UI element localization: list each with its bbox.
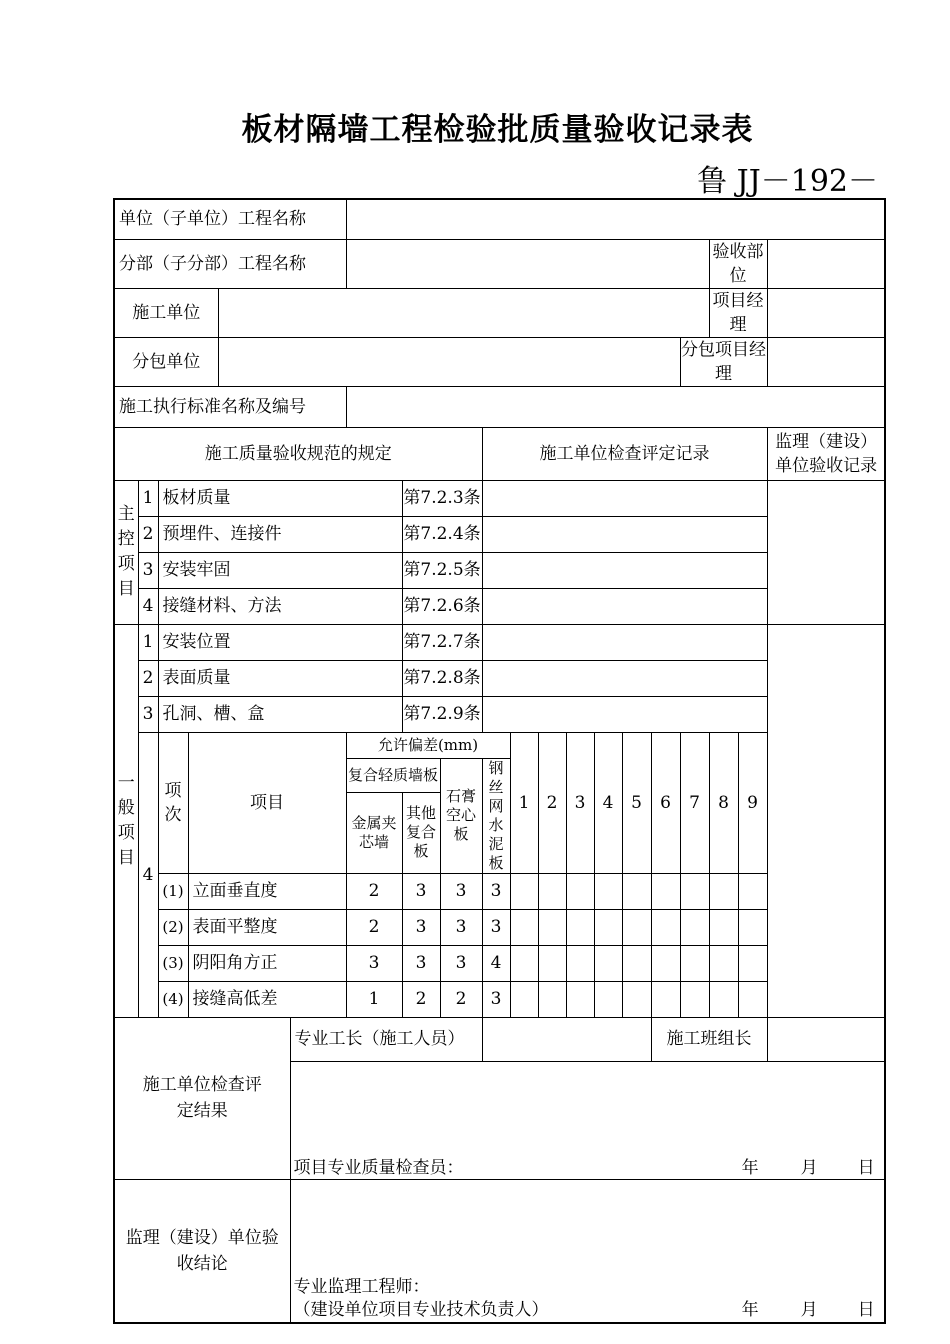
point-header: 2	[538, 732, 566, 873]
other-board-header: 其他复合板	[402, 793, 440, 873]
general-item-record[interactable]	[482, 624, 767, 660]
project-manager-value[interactable]	[767, 288, 885, 337]
row-value: 3	[482, 909, 510, 945]
main-item-record[interactable]	[482, 552, 767, 588]
point-cell[interactable]	[538, 873, 566, 909]
construction-unit-value[interactable]	[218, 288, 709, 337]
inspection-record-table	[113, 198, 886, 1324]
sub-project-value[interactable]	[346, 239, 709, 288]
inspection-part-value[interactable]	[767, 239, 885, 288]
day-label: 日	[857, 1299, 875, 1320]
form-code: 鲁 JJ－192－	[697, 164, 878, 199]
point-cell[interactable]	[651, 873, 680, 909]
point-cell[interactable]	[510, 945, 538, 981]
row-value: 2	[440, 981, 482, 1017]
team-leader-value[interactable]	[767, 1017, 885, 1061]
month-label: 月	[800, 1299, 818, 1320]
subcontract-unit-label: 分包单位	[114, 337, 218, 386]
main-item-no: 2	[138, 516, 158, 552]
inspector-label: 项目专业质量检查员：	[293, 1157, 464, 1178]
general-item-record[interactable]	[482, 696, 767, 732]
point-cell[interactable]	[738, 873, 767, 909]
row-value: 3	[482, 981, 510, 1017]
foreman-value[interactable]	[482, 1017, 651, 1061]
row-value: 3	[346, 945, 402, 981]
point-cell[interactable]	[680, 981, 709, 1017]
point-cell[interactable]	[622, 873, 651, 909]
main-item-record[interactable]	[482, 480, 767, 516]
main-item-clause: 第7.2.5条	[402, 552, 482, 588]
main-item-no: 3	[138, 552, 158, 588]
main-item-record[interactable]	[482, 516, 767, 552]
team-leader-label: 施工班组长	[651, 1017, 767, 1061]
general-supervision[interactable]	[767, 624, 885, 1017]
row-value: 1	[346, 981, 402, 1017]
subcontract-manager-label: 分包项目经理	[680, 337, 767, 386]
row-value: 3	[402, 909, 440, 945]
construction-result-area[interactable]	[290, 1061, 885, 1179]
unit-project-value[interactable]	[346, 199, 885, 239]
gypsum-board-header: 石膏空心板	[440, 758, 482, 873]
row-value: 4	[482, 945, 510, 981]
supervision-date	[742, 1298, 875, 1322]
point-cell[interactable]	[622, 909, 651, 945]
row-value: 3	[440, 873, 482, 909]
main-item-clause: 第7.2.4条	[402, 516, 482, 552]
row-value: 2	[402, 981, 440, 1017]
point-cell[interactable]	[510, 981, 538, 1017]
row-seq: (1)	[158, 873, 188, 909]
foreman-label: 专业工长（施工人员）	[290, 1017, 482, 1061]
point-header: 3	[566, 732, 594, 873]
point-cell[interactable]	[651, 945, 680, 981]
point-cell[interactable]	[738, 981, 767, 1017]
general-item-clause: 第7.2.9条	[402, 696, 482, 732]
subcontract-unit-value[interactable]	[218, 337, 680, 386]
main-item-clause: 第7.2.3条	[402, 480, 482, 516]
row-seq: (4)	[158, 981, 188, 1017]
row-value: 3	[402, 945, 440, 981]
main-item-record[interactable]	[482, 588, 767, 624]
point-cell[interactable]	[510, 873, 538, 909]
point-cell[interactable]	[538, 981, 566, 1017]
row-value: 2	[346, 909, 402, 945]
row-value: 3	[482, 873, 510, 909]
page-title: 板材隔墙工程检验批质量验收记录表	[241, 112, 754, 148]
point-header: 5	[622, 732, 651, 873]
point-cell[interactable]	[709, 909, 738, 945]
general-item-name: 安装位置	[158, 624, 402, 660]
row-seq: (3)	[158, 945, 188, 981]
general-item-clause: 第7.2.8条	[402, 660, 482, 696]
day-label: 日	[857, 1157, 875, 1178]
sub-project-label: 分部（子分部）工程名称	[114, 239, 346, 288]
main-item-name: 板材质量	[158, 480, 402, 516]
point-cell[interactable]	[566, 945, 594, 981]
main-control-label: 主控项目	[114, 480, 138, 624]
general-item-no: 2	[138, 660, 158, 696]
row-name: 阴阳角方正	[188, 945, 346, 981]
construction-unit-label: 施工单位	[114, 288, 218, 337]
unit-project-label: 单位（子单位）工程名称	[114, 199, 346, 239]
point-cell[interactable]	[566, 873, 594, 909]
general-item-no: 1	[138, 624, 158, 660]
point-cell[interactable]	[622, 945, 651, 981]
spec-column-header: 施工质量验收规范的规定	[114, 427, 482, 480]
standard-value[interactable]	[346, 386, 885, 427]
construction-date	[742, 1156, 875, 1180]
point-cell[interactable]	[680, 873, 709, 909]
general-item-name: 表面质量	[158, 660, 402, 696]
point-cell[interactable]	[738, 945, 767, 981]
supervision-result-label	[114, 1179, 290, 1323]
main-item-no: 4	[138, 588, 158, 624]
point-cell[interactable]	[709, 873, 738, 909]
subcontract-manager-value[interactable]	[767, 337, 885, 386]
point-cell[interactable]	[680, 945, 709, 981]
deviation-item-no: 4	[138, 732, 158, 1017]
point-cell[interactable]	[538, 909, 566, 945]
main-item-name: 安装牢固	[158, 552, 402, 588]
row-name: 立面垂直度	[188, 873, 346, 909]
supervision-result-text: 监理（建设）单位验收结论	[125, 1227, 279, 1274]
year-label: 年	[741, 1299, 759, 1320]
general-item-no: 3	[138, 696, 158, 732]
inspection-part-label: 验收部位	[709, 239, 767, 288]
allowed-deviation-header: 允许偏差(mm)	[346, 732, 510, 758]
row-value: 3	[440, 909, 482, 945]
point-cell[interactable]	[594, 873, 622, 909]
row-name: 接缝高低差	[188, 981, 346, 1017]
general-label: 一般项目	[114, 624, 138, 1017]
month-label: 月	[800, 1157, 818, 1178]
general-item-record[interactable]	[482, 660, 767, 696]
point-cell[interactable]	[538, 945, 566, 981]
point-cell[interactable]	[709, 981, 738, 1017]
composite-board-header: 复合轻质墙板	[346, 758, 440, 793]
point-cell[interactable]	[594, 945, 622, 981]
point-header: 9	[738, 732, 767, 873]
main-item-clause: 第7.2.6条	[402, 588, 482, 624]
point-cell[interactable]	[651, 909, 680, 945]
main-item-name: 接缝材料、方法	[158, 588, 402, 624]
owner-label: （建设单位项目专业技术负责人）	[293, 1299, 549, 1320]
supervision-column-header: 监理（建设）单位验收记录	[767, 427, 885, 480]
construction-result-text: 施工单位检查评定结果	[142, 1075, 262, 1121]
point-header: 6	[651, 732, 680, 873]
point-header: 7	[680, 732, 709, 873]
row-seq: (2)	[158, 909, 188, 945]
general-item-clause: 第7.2.7条	[402, 624, 482, 660]
row-name: 表面平整度	[188, 909, 346, 945]
point-cell[interactable]	[566, 909, 594, 945]
point-cell[interactable]	[651, 981, 680, 1017]
row-value: 2	[346, 873, 402, 909]
main-item-no: 1	[138, 480, 158, 516]
point-cell[interactable]	[738, 909, 767, 945]
supervision-result-area[interactable]	[290, 1179, 885, 1323]
metal-board-header: 金属夹芯墙	[346, 793, 402, 873]
point-cell[interactable]	[510, 909, 538, 945]
standard-label: 施工执行标准名称及编号	[114, 386, 346, 427]
point-header: 4	[594, 732, 622, 873]
point-header: 8	[709, 732, 738, 873]
general-item-name: 孔洞、槽、盒	[158, 696, 402, 732]
engineer-label: 专业监理工程师：	[293, 1276, 430, 1297]
point-cell[interactable]	[594, 981, 622, 1017]
year-label: 年	[741, 1157, 759, 1178]
point-cell[interactable]	[622, 981, 651, 1017]
point-header: 1	[510, 732, 538, 873]
seq-header: 项次	[158, 732, 188, 873]
construction-result-label	[114, 1017, 290, 1179]
mesh-board-header: 钢丝网水泥板	[482, 758, 510, 873]
row-value: 3	[440, 945, 482, 981]
point-cell[interactable]	[566, 981, 594, 1017]
record-column-header: 施工单位检查评定记录	[482, 427, 767, 480]
point-cell[interactable]	[594, 909, 622, 945]
item-header: 项目	[188, 732, 346, 873]
main-control-supervision[interactable]	[767, 480, 885, 624]
project-manager-label: 项目经理	[709, 288, 767, 337]
point-cell[interactable]	[709, 945, 738, 981]
main-item-name: 预埋件、连接件	[158, 516, 402, 552]
row-value: 3	[402, 873, 440, 909]
point-cell[interactable]	[680, 909, 709, 945]
